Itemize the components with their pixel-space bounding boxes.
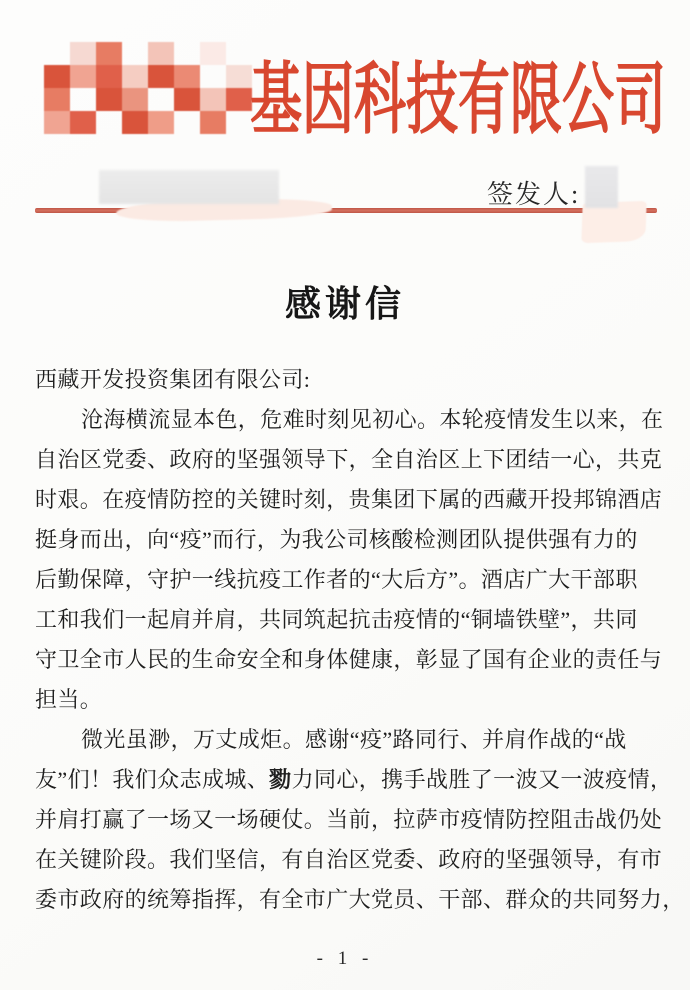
mosaic-cell: [44, 42, 70, 65]
body-line: 委市政府的统筹指挥，有全市广大党员、干部、群众的共同努力，: [35, 887, 685, 912]
mosaic-cell: [200, 42, 226, 65]
mosaic-cell: [122, 65, 148, 88]
mosaic-cell: [174, 65, 200, 88]
company-name: 基因科技有限公司: [250, 58, 667, 144]
body-line: 在关键阶段。我们坚信，有自治区党委、政府的坚强领导，有市: [35, 847, 663, 872]
issuer-strip: [0, 162, 690, 252]
mosaic-cell: [226, 88, 252, 111]
mosaic-cell: [122, 88, 148, 111]
body-line: [35, 760, 673, 800]
mosaic-cell: [122, 111, 148, 134]
redacted-company-prefix: [44, 42, 252, 134]
body-line: 微光虽渺，万丈成炬。感谢“疫”路同行、并肩作战的“战: [81, 727, 627, 752]
body-line-segment: 友”们！我们众志成城、: [35, 767, 270, 792]
mosaic-cell: [96, 88, 122, 111]
mosaic-cell: [226, 65, 252, 88]
letterhead: [42, 36, 667, 146]
mosaic-cell: [96, 111, 122, 134]
issuer-label: 签发人:: [487, 180, 581, 209]
mosaic-cell: [226, 111, 252, 134]
mosaic-cell: [70, 111, 96, 134]
mosaic-cell: [200, 111, 226, 134]
mosaic-cell: [200, 65, 226, 88]
mosaic-cell: [44, 65, 70, 88]
mosaic-cell: [70, 42, 96, 65]
body-line: 并肩打赢了一场又一场硬仗。当前，拉萨市疫情防控阻击战仍处: [35, 807, 663, 832]
mosaic-cell: [44, 111, 70, 134]
mosaic-cell: [200, 88, 226, 111]
letter-body: [35, 360, 685, 920]
body-line: 自治区党委、政府的坚强领导下，全自治区上下团结一心，共克: [35, 447, 663, 472]
body-line: 守卫全市人民的生命安全和身体健康，彰显了国有企业的责任与: [35, 647, 663, 672]
salutation: 西藏开发投资集团有限公司:: [35, 367, 311, 392]
body-line: 后勤保障，守护一线抗疫工作者的“大后方”。酒店广大干部职: [35, 567, 638, 592]
document-title: 感谢信: [284, 284, 405, 324]
page-number: - 1 -: [316, 948, 374, 969]
mosaic-cell: [96, 42, 122, 65]
mosaic-cell: [148, 111, 174, 134]
mosaic-cell: [174, 42, 200, 65]
mosaic-cell: [226, 42, 252, 65]
body-line: 时艰。在疫情防控的关键时刻，贵集团下属的西藏开投邦锦酒店: [35, 487, 663, 512]
body-line: 挺身而出，向“疫”而行，为我公司核酸检测团队提供强有力的: [35, 527, 638, 552]
mosaic-cell: [96, 65, 122, 88]
mosaic-cell: [174, 111, 200, 134]
body-line: 沧海横流显本色，危难时刻见初心。本轮疫情发生以来，在: [81, 407, 664, 432]
mosaic-cell: [148, 42, 174, 65]
mosaic-cell: [70, 88, 96, 111]
body-line-segment: 力同心，携手战胜了一波又一波疫情，: [291, 767, 673, 792]
body-line: 工和我们一起肩并肩，共同筑起抗击疫情的“铜墙铁壁”，共同: [35, 607, 638, 632]
mosaic-cell: [148, 65, 174, 88]
mosaic-cell: [70, 65, 96, 88]
redacted-issuer-name: [585, 166, 618, 208]
redacted-document-number: [99, 170, 279, 204]
body-line-bold-char: 勠: [269, 767, 292, 792]
body-line: 担当。: [35, 687, 103, 712]
mosaic-cell: [122, 42, 148, 65]
mosaic-cell: [174, 88, 200, 111]
mosaic-cell: [44, 88, 70, 111]
mosaic-cell: [148, 88, 174, 111]
